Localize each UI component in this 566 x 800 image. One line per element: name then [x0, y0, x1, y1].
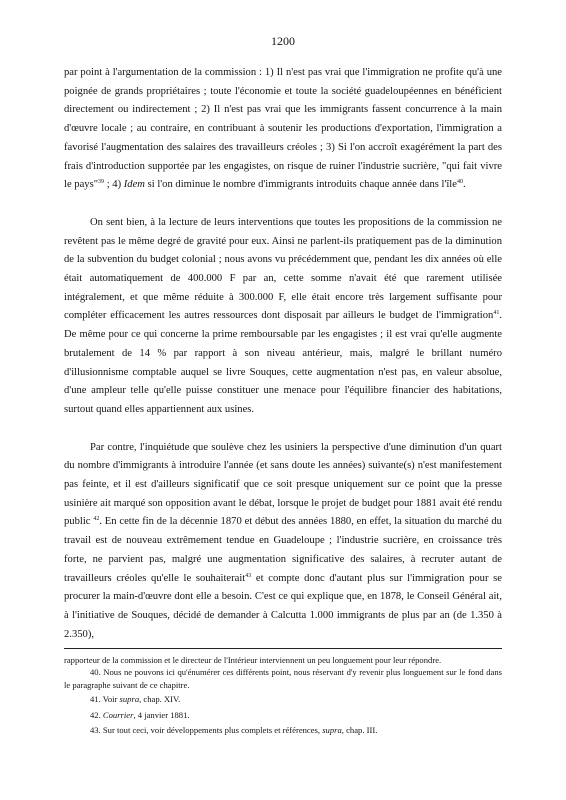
text-run: 40. Nous ne pouvons ici qu'énumérer ces différents point, nous réservant d'y revenir plus longuement sur le fond dans le paragraphe suivant de ce chapitre. [64, 667, 502, 690]
text-run: ; 4) [104, 179, 124, 191]
footnote-42 [64, 709, 502, 721]
text-run: . [462, 179, 466, 191]
italic-text: supra [322, 725, 342, 736]
footnote-40 [64, 666, 502, 691]
text-run: 42. [90, 709, 103, 720]
text-run: , chap. XIV. [139, 694, 181, 705]
text-run: et compte donc d'autant plus sur l'immigration pour se procurer la main-d'œuvre dont elle a besoin. C'est ce qui explique que, en 1878, le Conseil Général ait, à l'initiative de Souques, décidé de demander à Calcutta 1.000 immigrants de plus par an (de 1.350 à 2.350), [64, 572, 502, 640]
italic-text: supra [119, 694, 140, 705]
text-run: . En cette fin de la décennie 1870 et début des années 1880, en effet, la situation du marché du travail est de nouveau extrêmement tendue en Guadeloupe ; l'industrie sucrière, en croissance très forte, ne parvient pas, malgré une augmentation significative des salaires, à recruter autant de travailleurs créoles qu'elle le souhaiterait [64, 516, 502, 584]
paragraph-3 [64, 439, 502, 645]
text-run: si l'on diminue le nombre d'immigrants introduits chaque année dans l'île [144, 179, 457, 191]
footnote-reference: 40 [456, 179, 463, 186]
text-run: , 4 janvier 1881. [133, 709, 190, 720]
footnote-reference: 41 [493, 310, 500, 317]
italic-text: Courrier [102, 709, 134, 720]
footnote-reference: 42 [93, 516, 100, 523]
footnote-reference: 43 [245, 572, 252, 579]
text-run: On sent bien, à la lecture de leurs interventions que toutes les propositions de la commission ne revêtent pas le même degré de gravité pour eux. Ainsi ne parlent-ils pratiquement pas de la diminution de la subvention du budget colonial ; nous avons vu précédemment que, pendant les dix années où elle était automatiquement de 400.000 F par an, cette somme n'avait été que rarement utilisée intégralement, et que même réduite à 300.000 F, elle était encore très largement suffisante pour compléter efficacement les autres ressources dont disposait par ailleurs le budget de l'immigration [64, 216, 502, 322]
italic-text: Idem [123, 179, 145, 191]
paragraph-1 [64, 64, 502, 195]
text-run: rapporteur de la commission et le directeur de l'Intérieur interviennent un peu longuement pour leur répondre. [64, 655, 442, 665]
footnotes [64, 654, 502, 736]
page-number: 1200 [271, 34, 295, 48]
paragraph-2 [64, 214, 502, 420]
text-run: 41. Voir [90, 694, 120, 705]
body-text [64, 64, 502, 644]
text-run: par point à l'argumentation de la commission : 1) Il n'est pas vrai que l'immigration ne profite qu'à une poignée de grands propriétaires ; toute l'économie et toute la société guadeloupéennes en bénéficient directement ou indirectement ; 2) Il n'est pas vrai que les immigrants fassent concurrence à la main d'œuvre locale ; au contraire, en contribuant à soutenir les productions d'exportation, l'immigration a favorisé l'augmentation des salaires des travailleurs créoles ; 3) Si l'on accroît exagérément la part des frais d'introduction supportée par les engagistes, on risque de ruiner l'industrie sucrière, "qui fait vivre le pays" [64, 67, 502, 191]
text-run: 43. Sur tout ceci, voir développements plus complets et références, [90, 725, 323, 736]
footnote-43 [64, 724, 502, 736]
footnote-separator [64, 648, 502, 649]
text-run: Par contre, l'inquiétude que soulève chez les usiniers la perspective d'une diminution d'un quart du nombre d'immigrants à introduire l'année (et sans doute les années) suivante(s) n'est manifestement pas feinte, et il est d'ailleurs significatif que ce soit presque uniquement sur ce point que la presse usinière ait marqué son opposition avant le débat, lorsque le projet de budget pour 1881 avait été rendu public [64, 441, 502, 528]
footnote-continuation [64, 654, 502, 666]
footnote-41 [64, 693, 502, 705]
text-run: . De même pour ce qui concerne la prime remboursable par les engagistes ; il est vrai qu'elle augmente brutalement de 14 % par rapport à son niveau antérieur, mais, malgré le brillant numéro d'illusionnisme comptable auquel se livre Souques, cette augmentation n'est pas, en valeur absolue, d'une ampleur telle qu'elle puisse constituer une menace pour l'équilibre financier des habitations, surtout quand elles appartiennent aux usines. [64, 310, 502, 415]
text-run: , chap. III. [341, 725, 378, 736]
footnote-reference: 39 [98, 179, 105, 186]
